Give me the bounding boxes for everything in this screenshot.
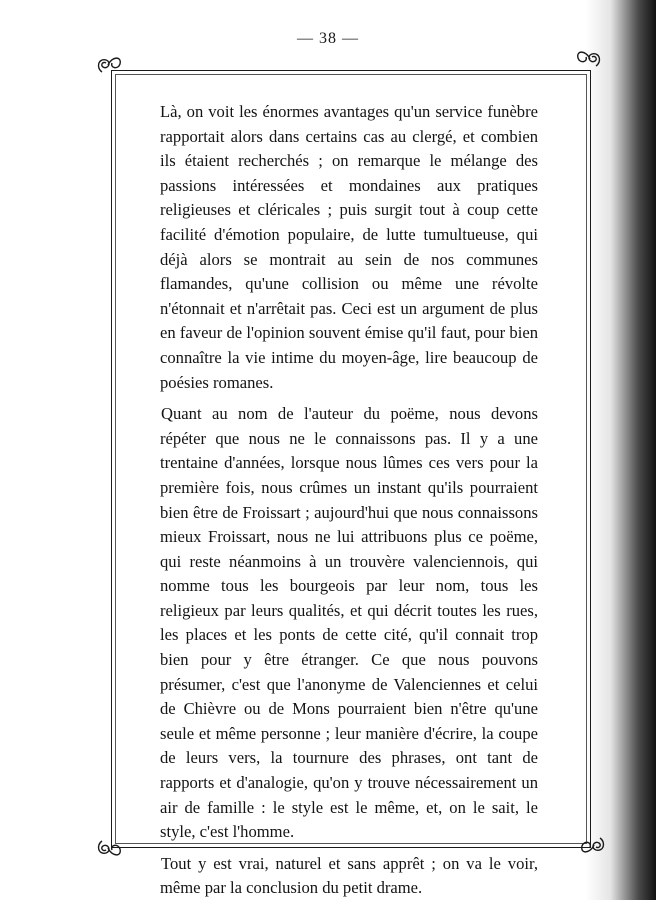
paragraph: Là, on voit les énormes avantages qu'un service funèbre rapportait alors dans certains cas au clergé, et combien ils étaient recherchés ; on remarque le mélange des passions intéressées et mondaines aux pratiques religieuses et cléricales ; puis surgit tout à coup cette facilité d'émotion populaire, de lutte tumultueuse, qui déjà alors se montrait au sein de nos communes flamandes, qu'une collision ou même une révolte n'étonnait et n'arrêtait pas. Ceci est un argument de plus en faveur de l'opinion souvent émise qu'il faut, pour bien connaître la vie intime du moyen-âge, lire beaucoup de poésies romanes.: [160, 102, 538, 392]
flourish-bottom-right-icon: [578, 830, 608, 860]
paragraph: Quant au nom de l'auteur du poëme, nous devons répéter que nous ne le connaissons pas. Il y a une trentaine d'années, lorsque nous lûmes ces vers pour la première fois, nous crûmes un instant qu'ils pourraient bien être de Froissart ; aujourd'hui que nous connaissons mieux Froissart, nous ne lui attribuons plus ce poëme, qui reste néanmoins à un trouvère valenciennois, qui nomme tous les bourgeois par leur nom, tous les religieux par leurs qualités, et qui décrit toutes les rues, les places et les ponts de cette cité, qu'il connait trop bien pour y être étranger. Ce que nous pouvons présumer, c'est que l'anonyme de Valenciennes et celui de Chièvre ou de Mons pourraient bien n'être qu'une seule et même personne ; leur manière d'écrire, la coupe de leurs vers, la tournure des phrases, ont tant de rapports et d'analogie, qu'on y trouve nécessairement un air de famille : le style est le même, et, on le sait, le style, c'est l'homme.: [160, 404, 538, 842]
flourish-bottom-left-icon: [94, 833, 124, 863]
flourish-top-left-icon: [94, 50, 124, 80]
page-edge-shadow: [586, 0, 656, 900]
flourish-top-right-icon: [574, 44, 604, 74]
body-text: [160, 100, 538, 901]
page-number: — 38 —: [297, 30, 359, 47]
paragraph: Tout y est vrai, naturel et sans apprêt ; on va le voir, même par la conclusion du petit drame.: [160, 853, 538, 898]
